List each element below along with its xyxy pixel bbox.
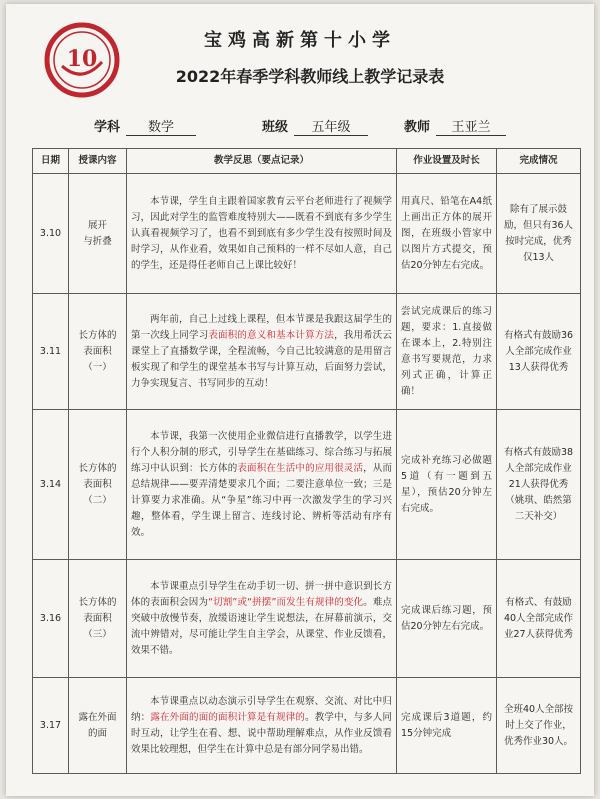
topic-cell xyxy=(69,410,127,560)
topic-line: 长方体的 xyxy=(78,596,117,608)
date-cell: 3.11 xyxy=(33,294,69,410)
homework-cell: 完成补充练习必做题5道（有一题到五星），预估20分钟左右完成。 xyxy=(397,410,497,560)
logo-number: 10 xyxy=(66,46,98,72)
table-row xyxy=(33,678,581,774)
homework-cell: 完成课后3道题，约15分钟完成 xyxy=(397,678,497,774)
topic-cell xyxy=(69,294,127,410)
homework-cell: 尝试完成课后的练习题，要求：1.直接做在课本上，2.特别注意书写要规范，力求列式正确，计算正确！ xyxy=(397,294,497,410)
subject-value: 数学 xyxy=(126,116,196,136)
topic-line: 展开 xyxy=(87,219,107,231)
completion-cell: 有格式有鼓励38人全部完成作业21人获得优秀（姚琪、皓然第二天补交） xyxy=(497,410,581,560)
reflection-text: 。教学中，与多人同时互动，让学生在看、想、说中帮助理解难点，从作业反馈看效果比较理想，但学生在计算中总是有部分同学易出错。 xyxy=(131,711,392,755)
table-row xyxy=(33,294,581,410)
date-cell: 3.16 xyxy=(33,560,69,678)
topic-cell xyxy=(69,174,127,294)
highlighted-key-point: 表面积在生活中的应用很灵活 xyxy=(237,462,364,474)
teaching-record-table xyxy=(32,148,581,774)
topic-line: （二） xyxy=(83,494,112,506)
topic-line: 表面积 xyxy=(83,345,112,357)
topic-line: 表面积 xyxy=(83,478,112,490)
reflection-cell xyxy=(127,560,397,678)
homework-cell: 用真尺、铅笔在A4纸上画出正方体的展开图，在班级小管家中以图片方式提交，预估20分钟左右完成。 xyxy=(397,174,497,294)
col-header-completion: 完成情况 xyxy=(497,149,581,174)
completion-cell: 有格式、有鼓励40人全部完成作业27人获得优秀 xyxy=(497,560,581,678)
topic-line: 长方体的 xyxy=(78,329,117,341)
topic-line: （一） xyxy=(83,361,112,373)
reflection-cell xyxy=(127,174,397,294)
table-row xyxy=(33,174,581,294)
highlighted-key-point: “切割”或“拼摆”而发生有规律的变化 xyxy=(208,596,364,608)
school-name: 宝鸡高新第十小学 xyxy=(204,30,396,51)
completion-cell: 全班40人全部按时上交了作业，优秀作业30人。 xyxy=(497,678,581,774)
grade-field xyxy=(262,116,368,136)
col-header-reflection: 教学反思（要点记录） xyxy=(127,149,397,174)
highlighted-key-point: 露在外面的面的面积计算是有规律的 xyxy=(150,711,306,723)
reflection-cell xyxy=(127,678,397,774)
date-cell: 3.14 xyxy=(33,410,69,560)
reflection-cell xyxy=(127,294,397,410)
grade-label: 班级 xyxy=(262,120,289,135)
completion-cell: 有格式有鼓励36人全部完成作业13人获得优秀 xyxy=(497,294,581,410)
subject-field xyxy=(94,116,196,136)
topic-line: 露在外面 xyxy=(78,711,117,723)
grade-value: 五年级 xyxy=(294,116,368,136)
teacher-label: 教师 xyxy=(404,120,431,135)
subject-label: 学科 xyxy=(94,120,121,135)
reflection-text: ，我用希沃云课堂上了直播数学课，全程流畅，今自己比较满意的是用留言板实现了和学生的课堂基本书写与计算互动，后面努力尝试，力争实现复言、书写同步的互动！ xyxy=(131,329,392,389)
date-cell: 3.17 xyxy=(33,678,69,774)
topic-line: 与折叠 xyxy=(83,235,112,247)
reflection-text: 本节课，我第一次使用企业微信进行直播教学，以学生进行个人积分制的形式，引导学生在基础练习、综合练习与拓展练习中认识到：长方体的 xyxy=(131,430,392,474)
topic-line: 的面 xyxy=(87,727,107,739)
reflection-text: 本节课重点以动态演示引导学生在观察、交流、对比中归纳： xyxy=(131,695,392,723)
topic-cell xyxy=(69,678,127,774)
reflection-text: ，从而总结规律——要弄清楚要求几个面；二要注意单位一致；三是计算要力求准确。从“争星”练习中再一次激发学生的学习兴趣，整体看，学生课上留言、连线讨论、辨析等活动有序有效。 xyxy=(131,462,392,538)
table-header-row xyxy=(33,149,581,174)
reflection-text: 两年前，自己上过线上课程，但本节课是我跟这届学生的第一次线上同学习 xyxy=(131,313,392,341)
date-cell: 3.10 xyxy=(33,174,69,294)
teacher-field xyxy=(404,116,506,136)
topic-line: （三） xyxy=(83,628,112,640)
table-row xyxy=(33,560,581,678)
homework-cell: 完成课后练习题，预估20分钟左右完成。 xyxy=(397,560,497,678)
record-sheet xyxy=(6,4,594,796)
completion-cell: 除有了展示鼓励，但只有36人按时完成，优秀仅13人 xyxy=(497,174,581,294)
topic-line: 长方体的 xyxy=(78,462,117,474)
highlighted-key-point: 表面积的意义和基本计算方法 xyxy=(208,329,335,341)
col-header-topic: 授课内容 xyxy=(69,149,127,174)
col-header-homework: 作业设置及时长 xyxy=(397,149,497,174)
reflection-cell xyxy=(127,410,397,560)
reflection-text: 本节课，学生自主跟着国家教育云平台老师进行了视频学习，因此对学生的监管难度特别大——既看不到底有多少学生认真看视频学习了，也看不到到底有多少学生没有按照时间及时学习，从作业看，效果如自己预料的一样不尽如人意，自己的学生，还是得任老师自己上课比较好！ xyxy=(131,195,392,271)
reflection-text: 本节课重点引导学生在动手切一切、拼一拼中意识到长方体的表面积会因为 xyxy=(131,580,392,608)
table-row xyxy=(33,410,581,560)
teacher-value: 王亚兰 xyxy=(436,116,506,136)
page-title: 2022年春季学科教师线上教学记录表 xyxy=(175,67,445,86)
reflection-text: 。难点突破中放慢节奏，放缓语速让学生说想法，在屏幕前演示，交流中辨错对，尽可能让学生自主学会，从课堂、作业反馈看，效果不错。 xyxy=(131,596,392,656)
topic-cell xyxy=(69,560,127,678)
col-header-date: 日期 xyxy=(33,149,69,174)
topic-line: 表面积 xyxy=(83,612,112,624)
